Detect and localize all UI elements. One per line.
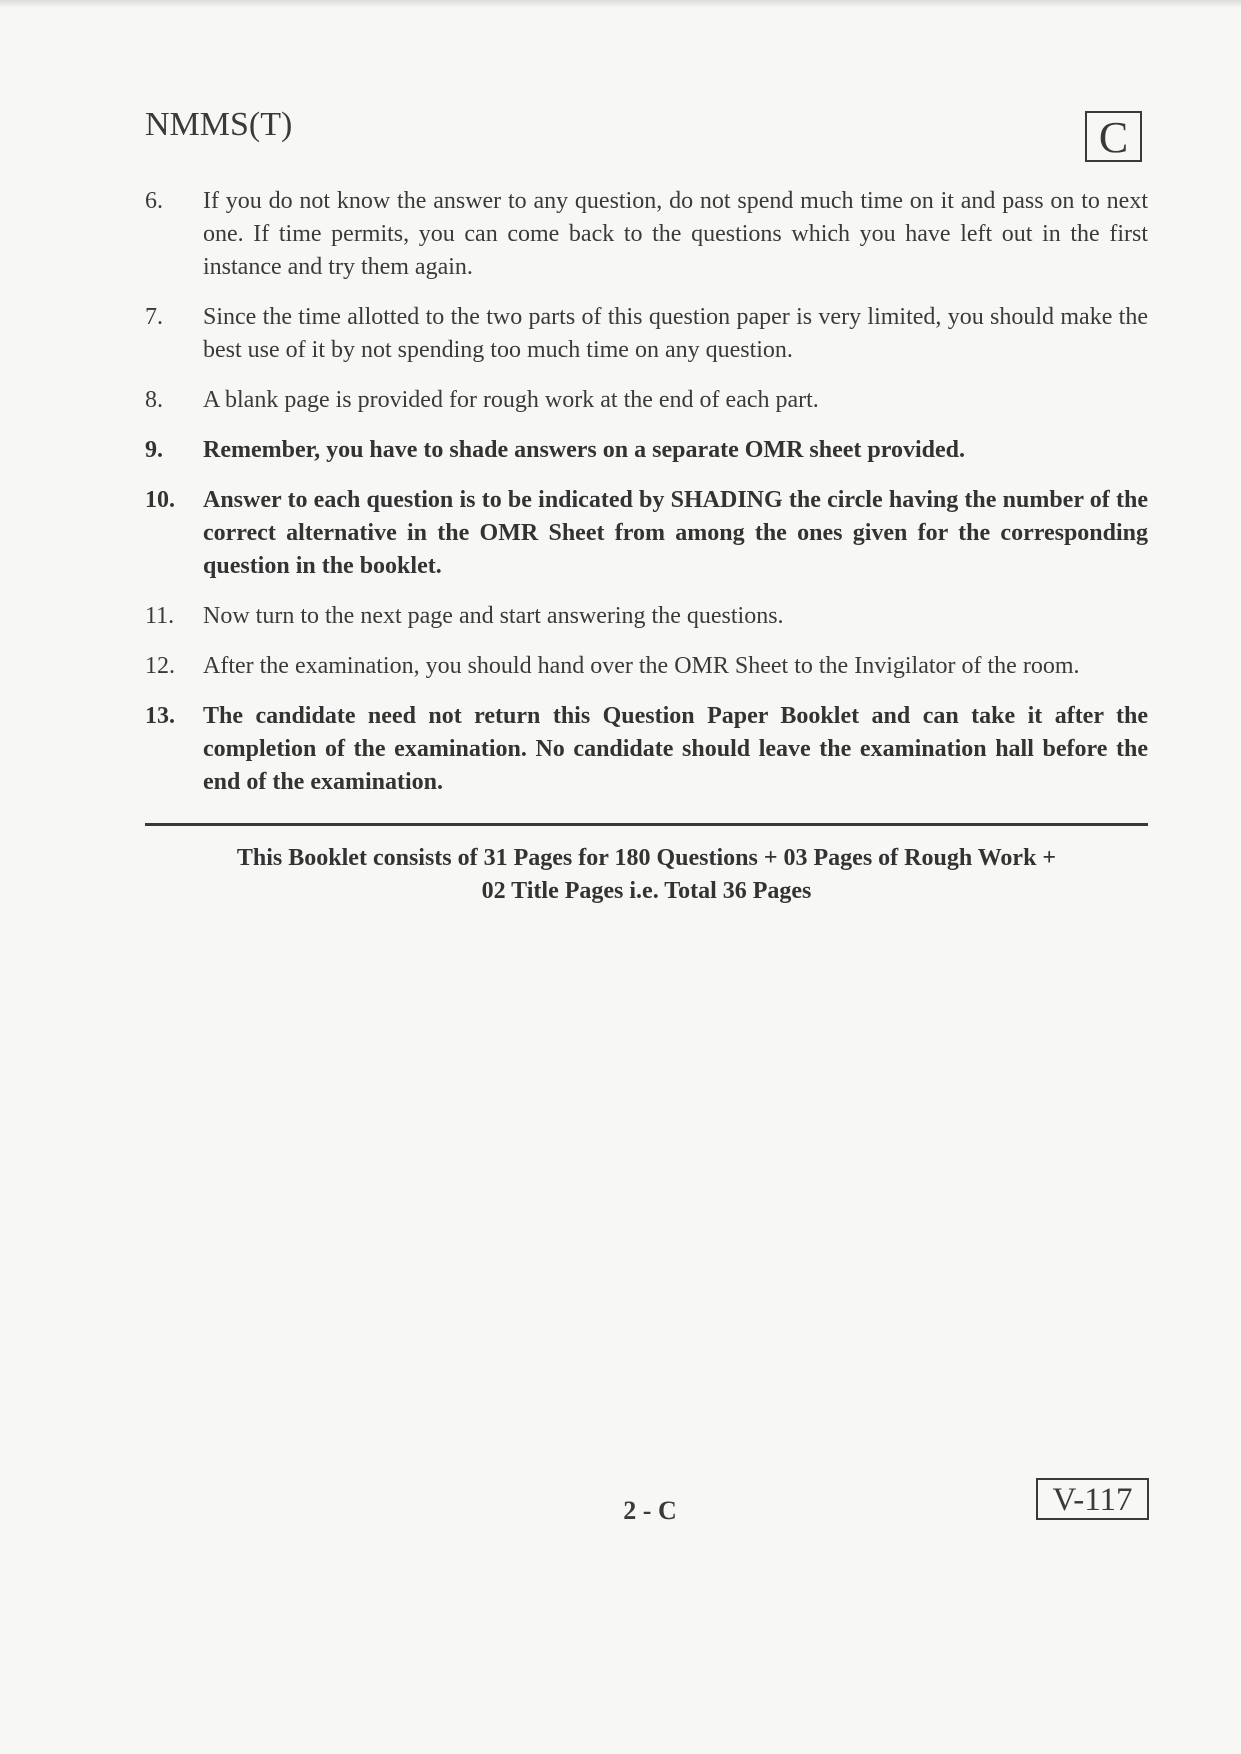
instruction-text: If you do not know the answer to any question, do not spend much time on it and pass on to next one. If time permits, you can come back to the questions which you have left out in the first instance and try them again. [203, 188, 1148, 280]
instruction-item-11 [145, 600, 1148, 633]
series-code-box: V-117 [1036, 1478, 1149, 1520]
exam-code-title: NMMS(T) [145, 106, 293, 143]
page-top-edge [0, 0, 1241, 8]
booklet-set-box: C [1085, 111, 1142, 162]
instruction-number: 12. [145, 653, 175, 679]
instruction-item-6 [145, 185, 1148, 284]
instruction-number: 10. [145, 487, 175, 513]
page-number: 2 - C [623, 1496, 677, 1525]
instruction-item-10 [145, 484, 1148, 583]
section-divider [145, 823, 1148, 826]
instruction-text: After the examination, you should hand over the OMR Sheet to the Invigilator of the room. [203, 653, 1080, 679]
instruction-text: Answer to each question is to be indicated by SHADING the circle having the number of the correct alternative in the OMR Sheet from among the ones given for the corresponding question in the booklet. [203, 487, 1148, 579]
instruction-number: 11. [145, 603, 175, 629]
summary-line-2: 02 Title Pages i.e. Total 36 Pages [481, 878, 812, 904]
instruction-text: Remember, you have to shade answers on a separate OMR sheet provided. [203, 437, 965, 463]
instruction-text: Now turn to the next page and start answering the questions. [203, 603, 784, 629]
instruction-item-8 [145, 384, 1148, 417]
instruction-text: A blank page is provided for rough work at the end of each part. [203, 387, 819, 413]
instruction-item-13 [145, 700, 1148, 799]
instruction-number: 9. [145, 437, 163, 463]
instruction-number: 13. [145, 703, 175, 729]
instruction-number: 8. [145, 387, 163, 413]
booklet-summary [145, 842, 1148, 908]
instruction-item-7 [145, 301, 1148, 367]
summary-line-1: This Booklet consists of 31 Pages for 180 Questions + 03 Pages of Rough Work + [236, 845, 1057, 871]
instruction-text: Since the time allotted to the two parts of this question paper is very limited, you should make the best use of it by not spending too much time on any question. [203, 304, 1148, 363]
instructions-list [145, 185, 1148, 816]
instruction-number: 6. [145, 188, 163, 214]
instruction-text: The candidate need not return this Question Paper Booklet and can take it after the completion of the examination. No candidate should leave the examination hall before the end of the examination. [203, 703, 1148, 795]
instruction-item-12 [145, 650, 1148, 683]
instruction-number: 7. [145, 304, 163, 330]
instruction-item-9 [145, 434, 1148, 467]
